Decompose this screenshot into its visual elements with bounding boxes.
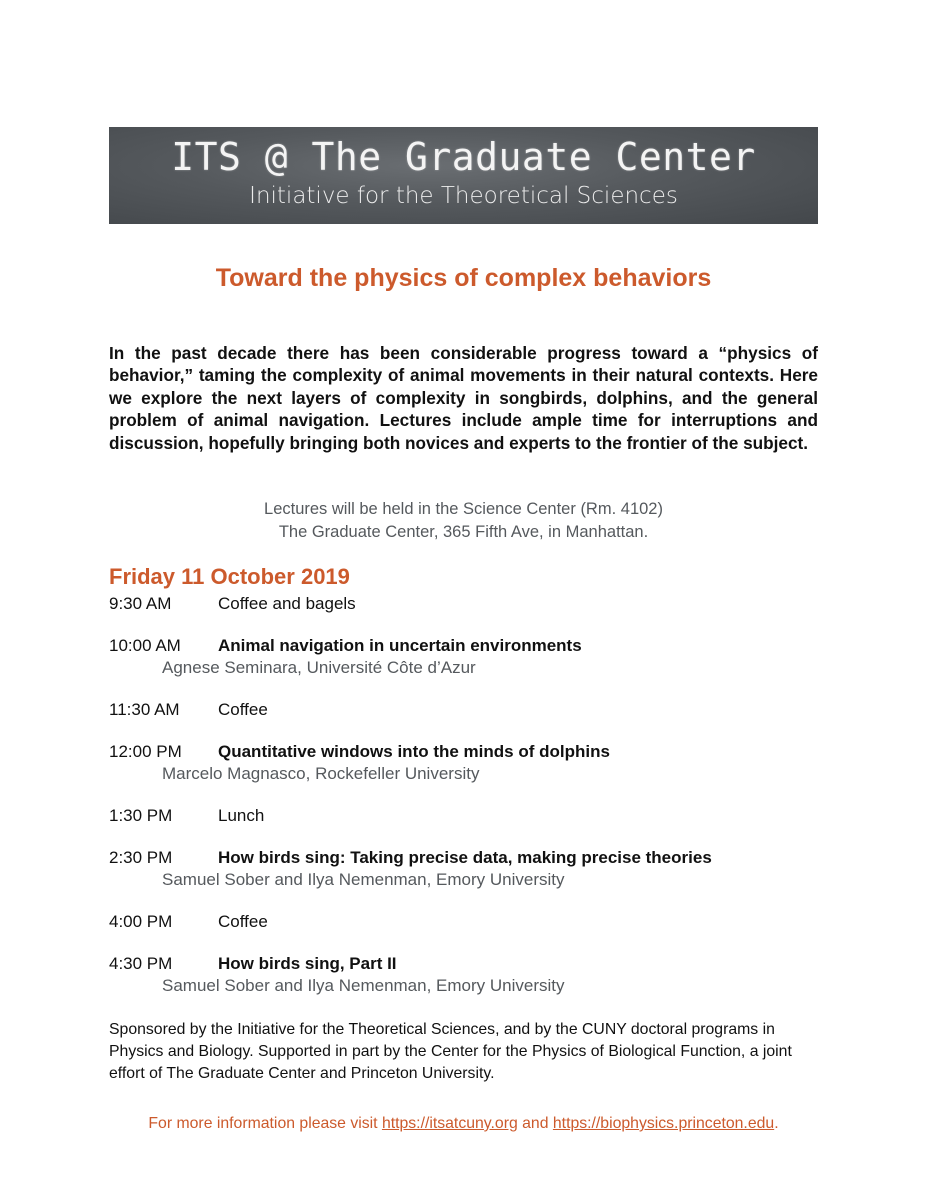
- schedule-time: 11:30 AM: [109, 700, 180, 719]
- sponsor-paragraph: Sponsored by the Initiative for the Theoretical Sciences, and by the CUNY doctoral programs in Physics and Biology. Supported in part by the Center for the Physics of Biological Function, a joint effort of The Graduate Center and Princeton University.: [109, 1021, 792, 1082]
- schedule-time: 4:00 PM: [109, 912, 173, 931]
- itsatcuny-link[interactable]: https://itsatcuny.org: [381, 1115, 518, 1132]
- schedule-speaker: Samuel Sober and Ilya Nemenman, Emory University: [162, 976, 565, 995]
- schedule-talk-title: How birds sing, Part II: [218, 954, 397, 973]
- schedule-speaker: Marcelo Magnasco, Rockefeller University: [162, 764, 480, 783]
- schedule-time: 2:30 PM: [109, 848, 173, 867]
- page-title: Toward the physics of complex behaviors: [215, 264, 712, 292]
- schedule-label: Coffee: [218, 700, 268, 719]
- schedule-talk-title: Animal navigation in uncertain environments: [218, 636, 582, 655]
- schedule-speaker: Agnese Seminara, Université Côte d’Azur: [162, 658, 476, 677]
- header-banner: [109, 127, 818, 224]
- schedule-label: Coffee and bagels: [218, 594, 356, 613]
- schedule-talk-title: How birds sing: Taking precise data, making precise theories: [218, 848, 712, 867]
- footer-middle: and: [517, 1115, 553, 1132]
- schedule-talk-title: Quantitative windows into the minds of dolphins: [218, 742, 610, 761]
- schedule-time: 12:00 PM: [109, 742, 182, 761]
- schedule-time: 1:30 PM: [109, 806, 173, 825]
- schedule-label: Lunch: [218, 806, 265, 825]
- intro-paragraph: In the past decade there has been considerable progress toward a “physics of behavior,” taming the complexity of animal movements in their natural contexts. Here we explore the next layers of complexity in songbirds, dolphins, and the general problem of animal navigation. Lectures include ample time for interruptions and discussion, hopefully bringing both novices and experts to the frontier of the subject.: [109, 343, 818, 453]
- schedule-time: 4:30 PM: [109, 954, 173, 973]
- footer-prefix: For more information please visit: [148, 1115, 382, 1132]
- venue-line-2: The Graduate Center, 365 Fifth Ave, in Manhattan.: [278, 523, 649, 541]
- venue-line-1: Lectures will be held in the Science Center (Rm. 4102): [264, 500, 663, 518]
- biophysics-princeton-link[interactable]: https://biophysics.princeton.edu: [552, 1115, 775, 1132]
- footer-info: [0, 1115, 927, 1133]
- venue-info: [0, 498, 927, 544]
- schedule-time: 9:30 AM: [109, 594, 172, 613]
- schedule-time: 10:00 AM: [109, 636, 181, 655]
- footer-suffix: .: [774, 1115, 779, 1132]
- banner-subtitle: Initiative for the Theoretical Sciences: [249, 183, 678, 209]
- schedule-label: Coffee: [218, 912, 268, 931]
- schedule-speaker: Samuel Sober and Ilya Nemenman, Emory University: [162, 870, 565, 889]
- schedule-day-heading: Friday 11 October 2019: [109, 564, 350, 589]
- banner-title: ITS @ The Graduate Center: [171, 135, 756, 179]
